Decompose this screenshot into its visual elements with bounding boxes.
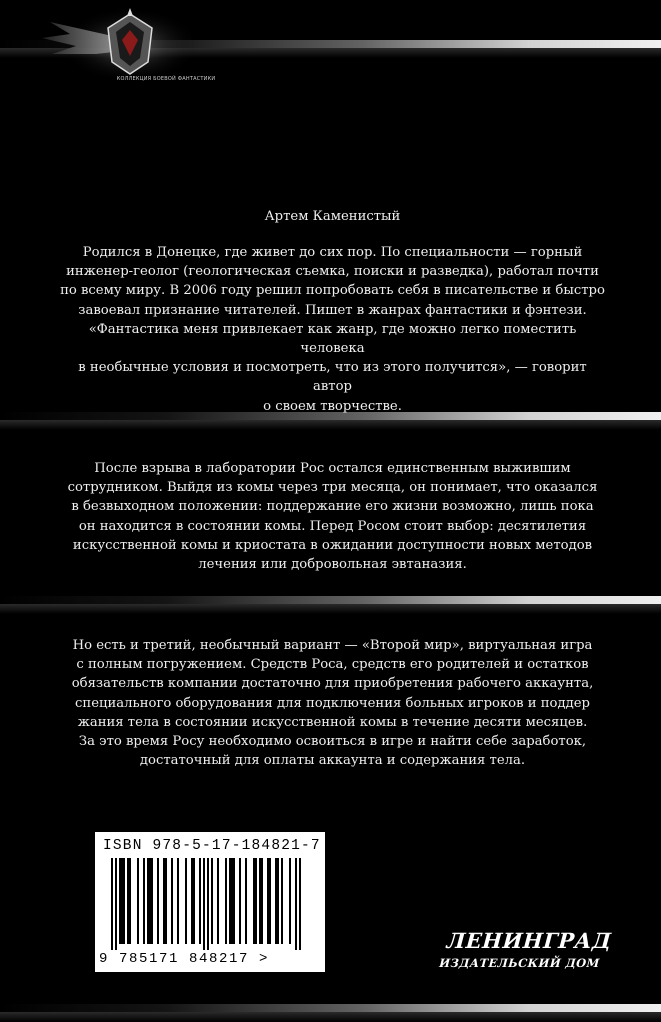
barcode-bar (129, 858, 131, 944)
barcode-bars (107, 858, 313, 952)
barcode-bar (255, 858, 257, 944)
barcode-bar (151, 858, 153, 944)
barcode-digits: 9 785171 848217 > (99, 951, 270, 967)
barcode-bar (299, 858, 301, 950)
publisher-logo (438, 920, 612, 984)
blurb-line: достаточный для оплаты аккаунта и содержания тела. (139, 753, 526, 769)
blurb-line: специального оборудования для подключения больных игроков и поддер (75, 695, 590, 711)
barcode-bar (295, 858, 297, 950)
author-name (60, 207, 605, 226)
publisher-name: ЛЕНИНГРАД (445, 928, 613, 953)
blurb-line: в безвыходном положении: поддержание его жизни возможно, лишь пока (71, 499, 594, 515)
author-name-text: Артем Каменистый (264, 209, 401, 224)
blurb-line: После взрыва в лаборатории Рос остался единственным выжившим (94, 461, 571, 476)
bio-line: в необычные условия и посмотреть, что из этого получится», — говорит автор (78, 360, 587, 395)
barcode-bar (275, 858, 277, 944)
barcode-bar (165, 858, 167, 944)
bio-line: Родился в Донецке, где живет до сих пор. По специальности — горный (82, 245, 583, 260)
barcode-bar (127, 858, 129, 944)
publisher-subtitle: ИЗДАТЕЛЬСКИЙ ДОМ (438, 956, 601, 970)
barcode-bar (207, 858, 209, 950)
logo-caption: КОЛЛЕКЦИЯ БОЕВОЙ ФАНТАСТИКИ (116, 76, 216, 82)
isbn-number: ISBN 978-5-17-184821-7 (103, 838, 321, 854)
barcode-bar (193, 858, 195, 944)
barcode-bar (185, 858, 187, 944)
bio-line: «Фантастика меня привлекает как жанр, где можно легко поместить человека (88, 321, 577, 357)
barcode-bar (199, 858, 201, 944)
barcode-bar (231, 858, 233, 944)
barcode-bar (245, 858, 247, 944)
blurb-line: За это время Росу необходимо освоиться в игре и найти себе заработок, (78, 734, 587, 750)
barcode-bar (177, 858, 179, 944)
decorative-stripe (0, 1004, 661, 1012)
barcode-bar (277, 858, 279, 944)
barcode-bar (269, 858, 271, 944)
blurb-line: обязательств компании достаточно для приобретения рабочего аккаунта, (71, 676, 594, 692)
barcode-bar (261, 858, 263, 944)
barcode-bar (281, 858, 283, 944)
barcode-bar (229, 858, 231, 944)
barcode-bar (123, 858, 125, 944)
barcode-bar (163, 858, 165, 944)
barcode-bar (233, 858, 235, 944)
barcode-bar (147, 858, 149, 944)
series-logo (30, 0, 230, 90)
barcode-bar (157, 858, 159, 944)
blurb-line: жания тела в состоянии искусственной комы в течение десяти месяцев. (77, 714, 588, 730)
barcode-bar (211, 858, 213, 944)
barcode-bar (137, 858, 139, 944)
barcode-bar (203, 858, 205, 950)
bio-line: инженер-геолог (геологическая съемка, поиски и разведка), работал почти (66, 264, 599, 280)
bio-line: о своем творчестве. (263, 398, 402, 414)
barcode-bar (115, 858, 117, 950)
blurb-line: сотрудником. Выйдя из комы через три месяца, он понимает, что оказался (67, 480, 598, 496)
barcode-bar (121, 858, 123, 944)
barcode-bar (111, 858, 113, 950)
barcode-bar (191, 858, 193, 944)
barcode-bar (225, 858, 227, 944)
blurb-paragraph-1 (60, 459, 605, 574)
barcode-bar (253, 858, 255, 944)
blurb-paragraph-2 (60, 636, 605, 770)
barcode-bar (267, 858, 269, 944)
barcode-bar (289, 858, 291, 944)
barcode-bar (259, 858, 261, 944)
isbn-barcode (95, 832, 325, 972)
author-bio (60, 243, 605, 416)
blurb-line: Но есть и третий, необычный вариант — «Второй мир», виртуальная игра (72, 638, 593, 653)
blurb-line: лечения или добровольная эвтаназия. (198, 557, 467, 573)
barcode-bar (217, 858, 219, 944)
blurb-line: с полным погружением. Средств Роса, средств его родителей и остатков (76, 657, 589, 673)
decorative-stripe (0, 596, 661, 604)
barcode-bar (239, 858, 241, 944)
bio-line: по всему миру. В 2006 году решил попробовать себя в писательстве и быстро (60, 283, 605, 299)
bio-line: завоевал признание читателей. Пишет в жанрах фантастики и фэнтези. (78, 302, 587, 318)
blurb-line: искусственной комы и криостата в ожидании доступности новых методов (72, 537, 593, 553)
barcode-bar (119, 858, 121, 944)
barcode-bar (143, 858, 145, 944)
blurb-line: он находится в состоянии комы. Перед Росом стоит выбор: десятилетия (78, 518, 587, 534)
barcode-bar (149, 858, 151, 944)
barcode-bar (171, 858, 173, 944)
